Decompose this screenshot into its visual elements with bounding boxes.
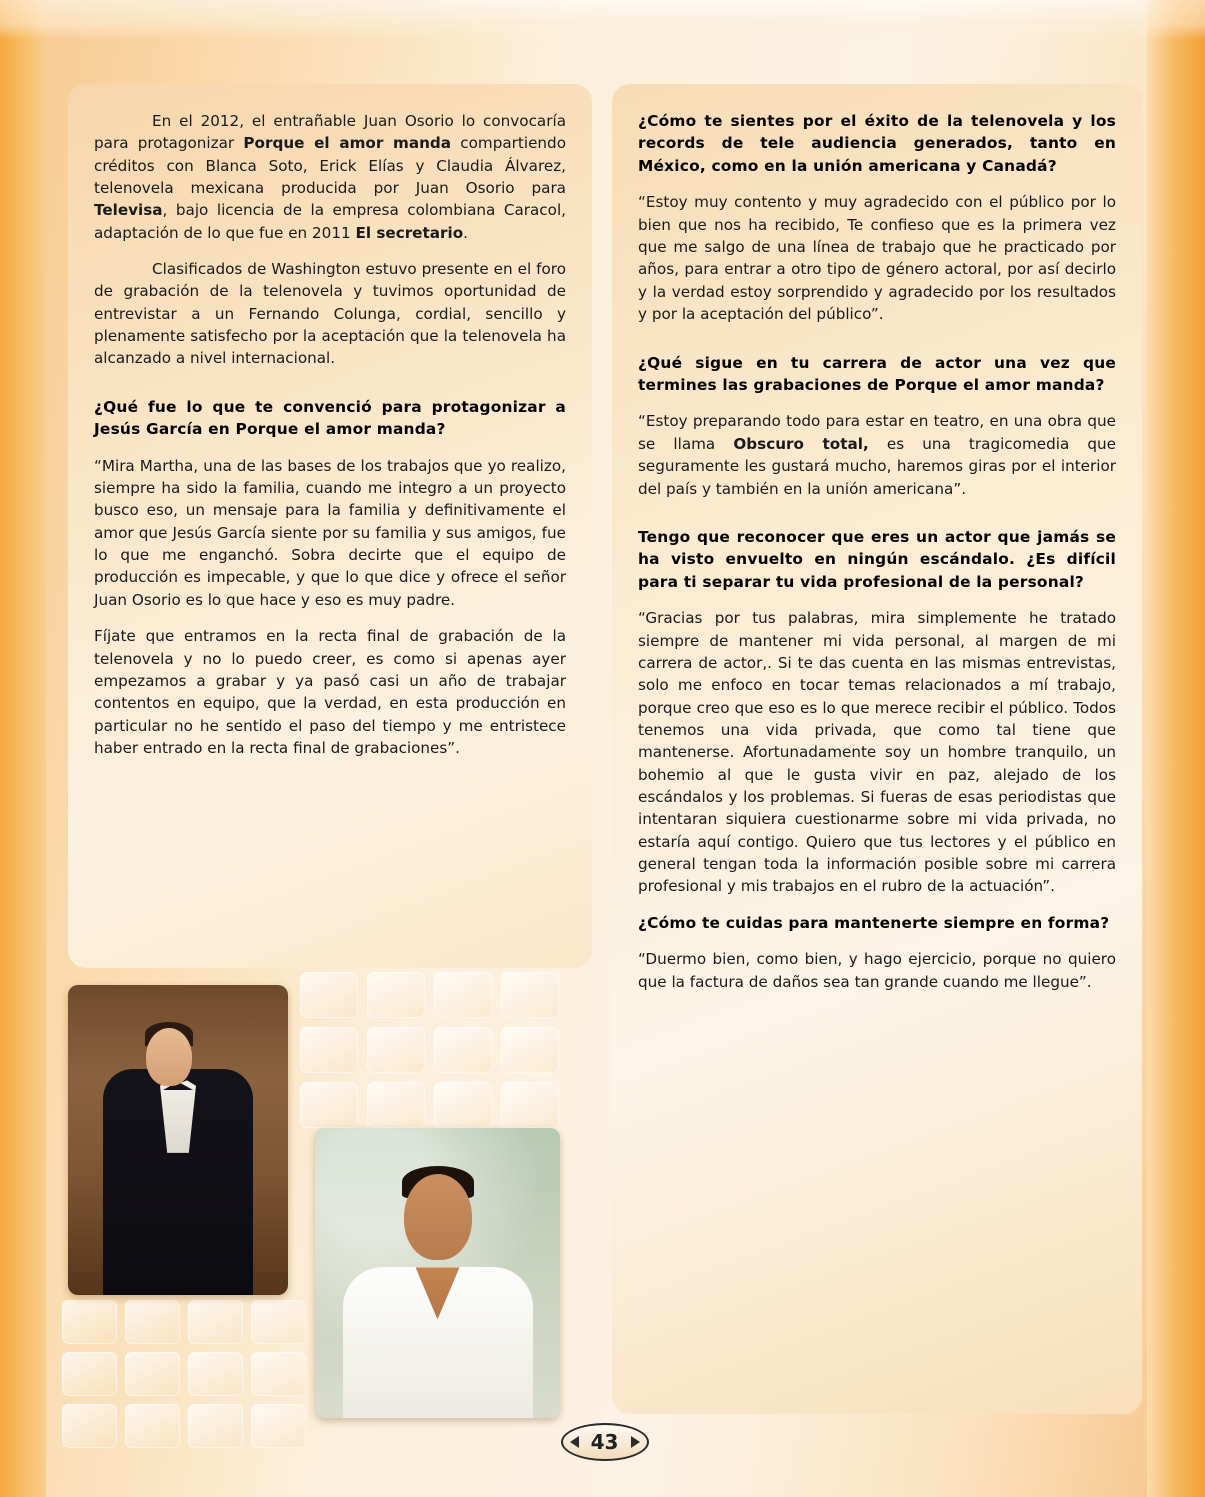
right-text-column: [612, 84, 1142, 1414]
answer2-bold-play: Obscuro total,: [733, 434, 869, 453]
page-edge-left: [0, 0, 46, 1497]
right-answer-2: [638, 410, 1116, 499]
decorative-squares-bottom: [62, 1300, 310, 1460]
decorative-square: [300, 1082, 358, 1128]
decorative-square: [251, 1300, 306, 1344]
right-answer-1: “Estoy muy contento y muy agradecido con el público por lo bien que nos ha recibido, Te confieso que es la primera vez que me salgo de una línea de trabajo que he practicado por años, para entrar a otro tipo de género actoral, por así decirlo y la verdad estoy sorprendido y agradecido por los resultados y por la aceptación del público”.: [638, 193, 1116, 324]
decorative-square: [125, 1352, 180, 1396]
right-question-4: ¿Cómo te cuidas para mantenerte siempre en forma?: [638, 913, 1110, 932]
para1-tail: .: [463, 223, 468, 242]
photo-actor-formal: [68, 985, 288, 1295]
photo-actor-casual: [315, 1128, 560, 1418]
para1-mid-1: compartiendo créditos con Blanca Soto, Erick Elías y Claudia Álvarez, telenovela mexicana producida por Juan Osorio para: [94, 134, 566, 198]
page-edge-top: [0, 0, 1205, 40]
photo-subject-face: [404, 1174, 472, 1260]
page-number: 43: [590, 1430, 619, 1454]
decorative-square: [367, 1027, 425, 1073]
decorative-square: [501, 1082, 559, 1128]
decorative-square: [188, 1352, 243, 1396]
para1-bold-secretario: El secretario: [355, 223, 464, 242]
decorative-square: [62, 1404, 117, 1448]
decorative-square: [62, 1352, 117, 1396]
para1-lead: En el 2012, el entrañable Juan Osorio lo convocaría para protagonizar: [94, 112, 566, 153]
right-question-2: ¿Qué sigue en tu carrera de actor una vez que termines las grabaciones de Porque el amor manda?: [638, 353, 1116, 394]
decorative-square: [434, 1082, 492, 1128]
decorative-square: [125, 1404, 180, 1448]
decorative-square: [188, 1404, 243, 1448]
answer2-pre: “Estoy preparando todo para estar en teatro, en una obra que se llama: [638, 412, 1116, 453]
decorative-square: [62, 1300, 117, 1344]
right-question-1: ¿Cómo te sientes por el éxito de la telenovela y los records de tele audiencia generados, tanto en México, como en la unión americana y Canadá?: [638, 112, 1116, 175]
answer2-post: es una tragicomedia que seguramente les gustará mucho, haremos giras por el interior del país y también en la unión americana”.: [638, 434, 1116, 498]
page-edge-right: [1147, 0, 1205, 1497]
left-question-1: ¿Qué fue lo que te convenció para protagonizar a Jesús García en Porque el amor manda?: [94, 397, 566, 439]
page-number-badge: [561, 1423, 649, 1461]
decorative-square: [367, 972, 425, 1018]
para1-bold-televisa: Televisa: [94, 201, 163, 220]
decorative-square: [188, 1300, 243, 1344]
right-answer-3: “Gracias por tus palabras, mira simplemente he tratado siempre de mantener mi vida personal, al margen de mi carrera de actor,. Si te das cuenta en las mismas entrevistas, solo me enfoco en tocar temas relacionados a mí trabajo, porque creo que eso es lo que merece recibir el público. Todos tenemos una vida privada, que como tal tiene que mantenerse. Afortunadamente soy un hombre tranquilo, un bohemio al que le gusta vivir en paz, alejado de los escándalos y los problemas. Si fueras de esas periodistas que intentaran siquiera cuestionarme sobre mi vida privada, no estaría aquí contigo. Quiero que tus lectores y el público en general tengan toda la información posible sobre mi carrera profesional y mis trabajos en el rubro de la actuación”.: [638, 609, 1116, 896]
para1-bold-title: Porque el amor manda: [243, 134, 452, 153]
decorative-square: [501, 1027, 559, 1073]
decorative-square: [434, 972, 492, 1018]
left-answer-1b: Fíjate que entramos en la recta final de grabación de la telenovela y no lo puedo creer, es como si apenas ayer empezamos a grabar y ya pasó casi un año de trabajar contentos en equipo, que la verdad, en esta producción en particular no he sentido el paso del tiempo y me entristece haber entrado en la recta final de grabaciones”.: [94, 627, 566, 757]
decorative-square: [501, 972, 559, 1018]
decorative-square: [367, 1082, 425, 1128]
decorative-square: [300, 1027, 358, 1073]
decorative-square: [300, 972, 358, 1018]
left-paragraph-1: [94, 110, 566, 244]
right-answer-4: “Duermo bien, como bien, y hago ejercicio, porque no quiero que la factura de daños sea tan grande cuando me llegue”.: [638, 950, 1116, 991]
left-text-column: [68, 84, 592, 968]
left-paragraph-2: Clasificados de Washington estuvo presente en el foro de grabación de la telenovela y tuvimos oportunidad de entrevistar a un Fernando Colunga, cordial, sencillo y plenamente satisfecho por la aceptación que la telenovela ha alcanzado a nivel internacional.: [94, 260, 566, 368]
decorative-square: [125, 1300, 180, 1344]
left-answer-1a: “Mira Martha, una de las bases de los trabajos que yo realizo, siempre ha sido la familia, cuando me integro a un proyecto busco eso, un mensaje para la familia y definitivamente el amor que Jesús García siente por su familia y sus amigos, fue lo que me enganchó. Sobra decirte que el equipo de producción es impecable, y que lo que dice y ofrece el señor Juan Osorio es lo que hace y eso es muy padre.: [94, 456, 566, 609]
photo-subject-face: [146, 1028, 192, 1086]
decorative-square: [251, 1404, 306, 1448]
arrow-left-icon: [570, 1436, 579, 1448]
decorative-square: [434, 1027, 492, 1073]
decorative-square: [251, 1352, 306, 1396]
right-question-3: Tengo que reconocer que eres un actor que jamás se ha visto envuelto en ningún escándalo. ¿Es difícil para ti separar tu vida profesional de la personal?: [638, 527, 1116, 591]
para1-mid-2: , bajo licencia de la empresa colombiana Caracol, adaptación de lo que fue en 2011: [94, 201, 566, 242]
arrow-right-icon: [631, 1436, 640, 1448]
